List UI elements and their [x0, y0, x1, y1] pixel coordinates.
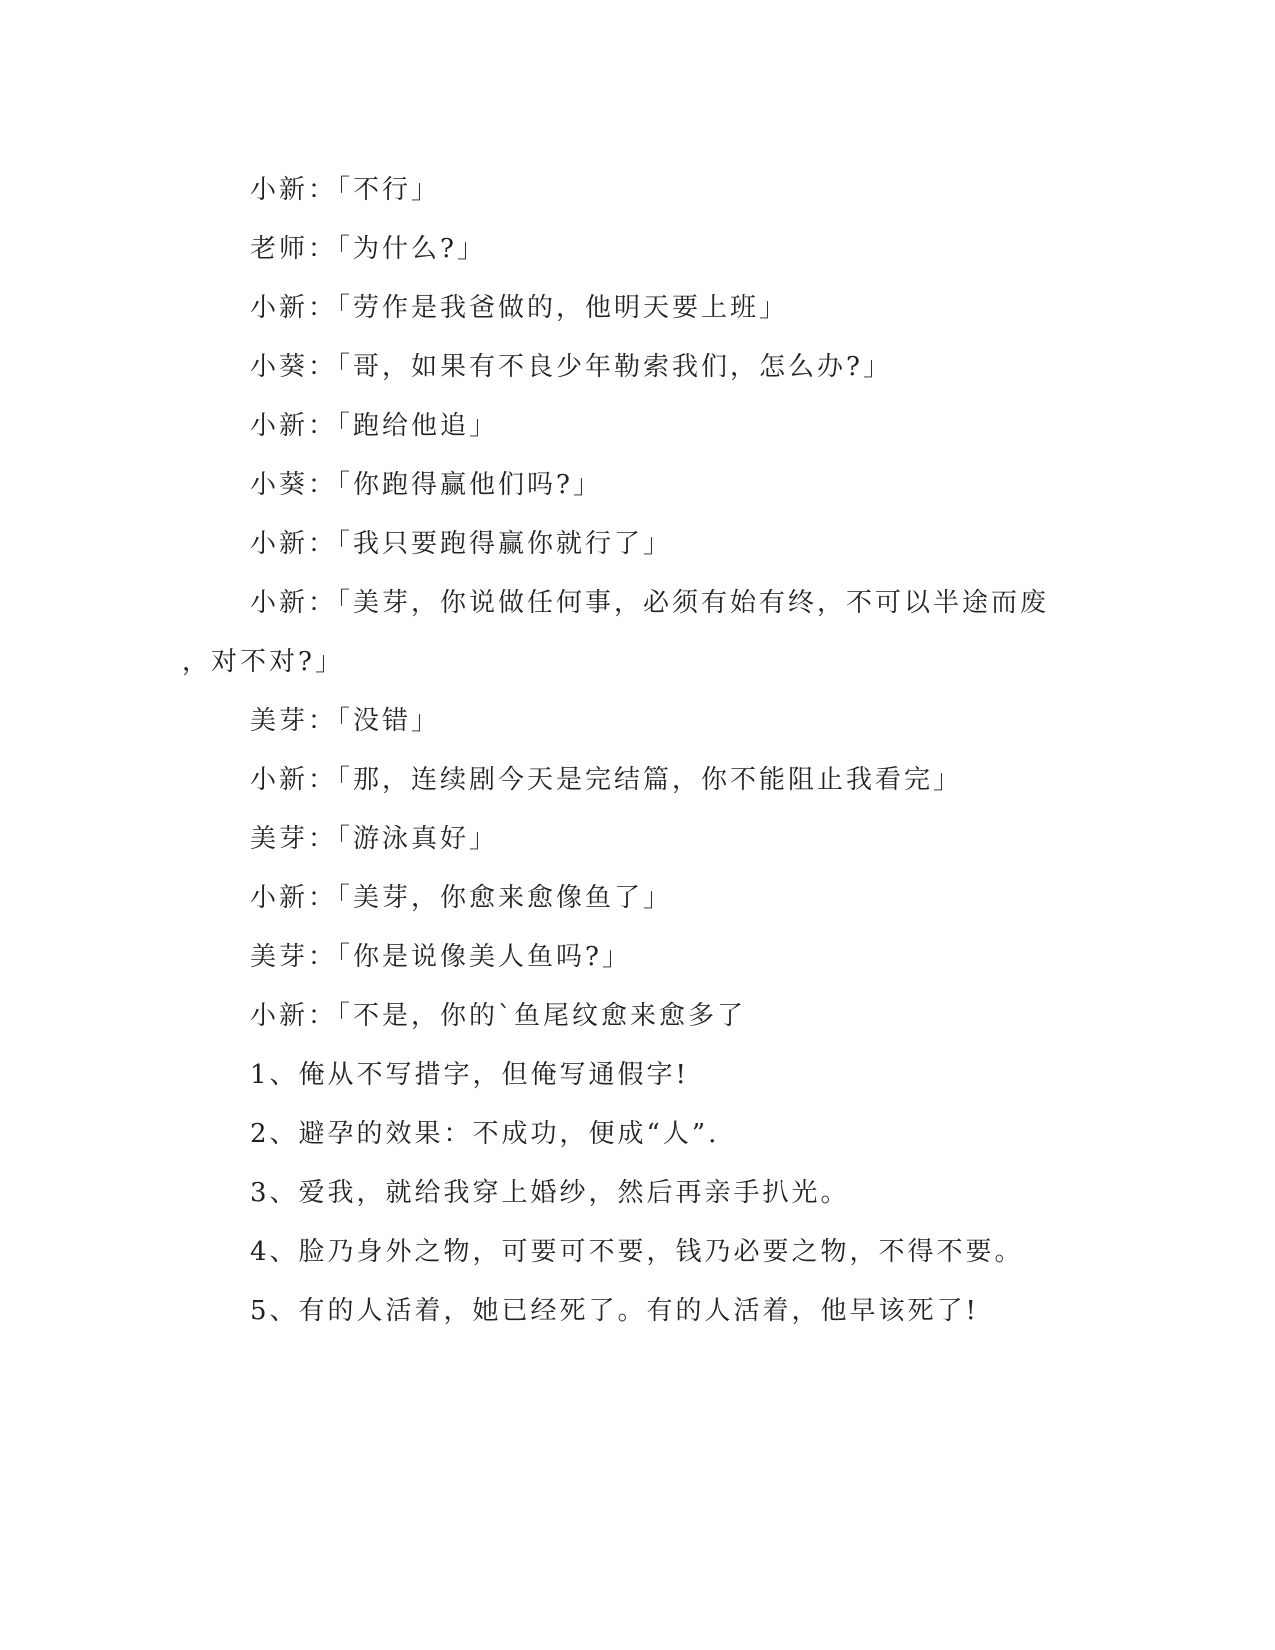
dialogue-line: 小新：「我只要跑得赢你就行了」: [250, 529, 673, 559]
dialogue-line: 美芽：「没错」: [250, 706, 441, 736]
dialogue-line: 小新：「跑给他追」: [250, 411, 499, 441]
numbered-item: 4、脸乃身外之物，可要可不要，钱乃必要之物，不得不要。: [250, 1237, 1024, 1267]
dialogue-line: 小新：「美芽，你说做任何事，必须有始有终，不可以半途而废: [250, 588, 1050, 618]
dialogue-line: 小新：「劳作是我爸做的，他明天要上班」: [250, 293, 789, 323]
dialogue-line: 美芽：「游泳真好」: [250, 824, 499, 854]
dialogue-line-continuation: ，对不对?」: [182, 647, 344, 677]
dialogue-line: 小新：「不是，你的`鱼尾纹愈来愈多了: [250, 1001, 747, 1031]
dialogue-line: 小新：「那，连续剧今天是完结篇，你不能阻止我看完」: [250, 765, 963, 795]
dialogue-line: 美芽：「你是说像美人鱼吗?」: [250, 942, 631, 972]
numbered-item: 5、有的人活着，她已经死了。有的人活着，他早该死了!: [250, 1296, 979, 1326]
dialogue-line: 小新：「不行」: [250, 175, 441, 205]
numbered-item: 3、爱我，就给我穿上婚纱，然后再亲手扒光。: [250, 1178, 850, 1208]
dialogue-line: 老师：「为什么?」: [250, 234, 486, 264]
numbered-item: 1、俺从不写措字，但俺写通假字!: [250, 1060, 689, 1090]
document-body: [182, 161, 1082, 1341]
dialogue-line: 小葵：「你跑得赢他们吗?」: [250, 470, 602, 500]
numbered-item: 2、避孕的效果：不成功，便成“人”.: [250, 1119, 720, 1149]
dialogue-line: 小葵：「哥，如果有不良少年勒索我们，怎么办?」: [250, 352, 892, 382]
dialogue-line: 小新：「美芽，你愈来愈像鱼了」: [250, 883, 673, 913]
